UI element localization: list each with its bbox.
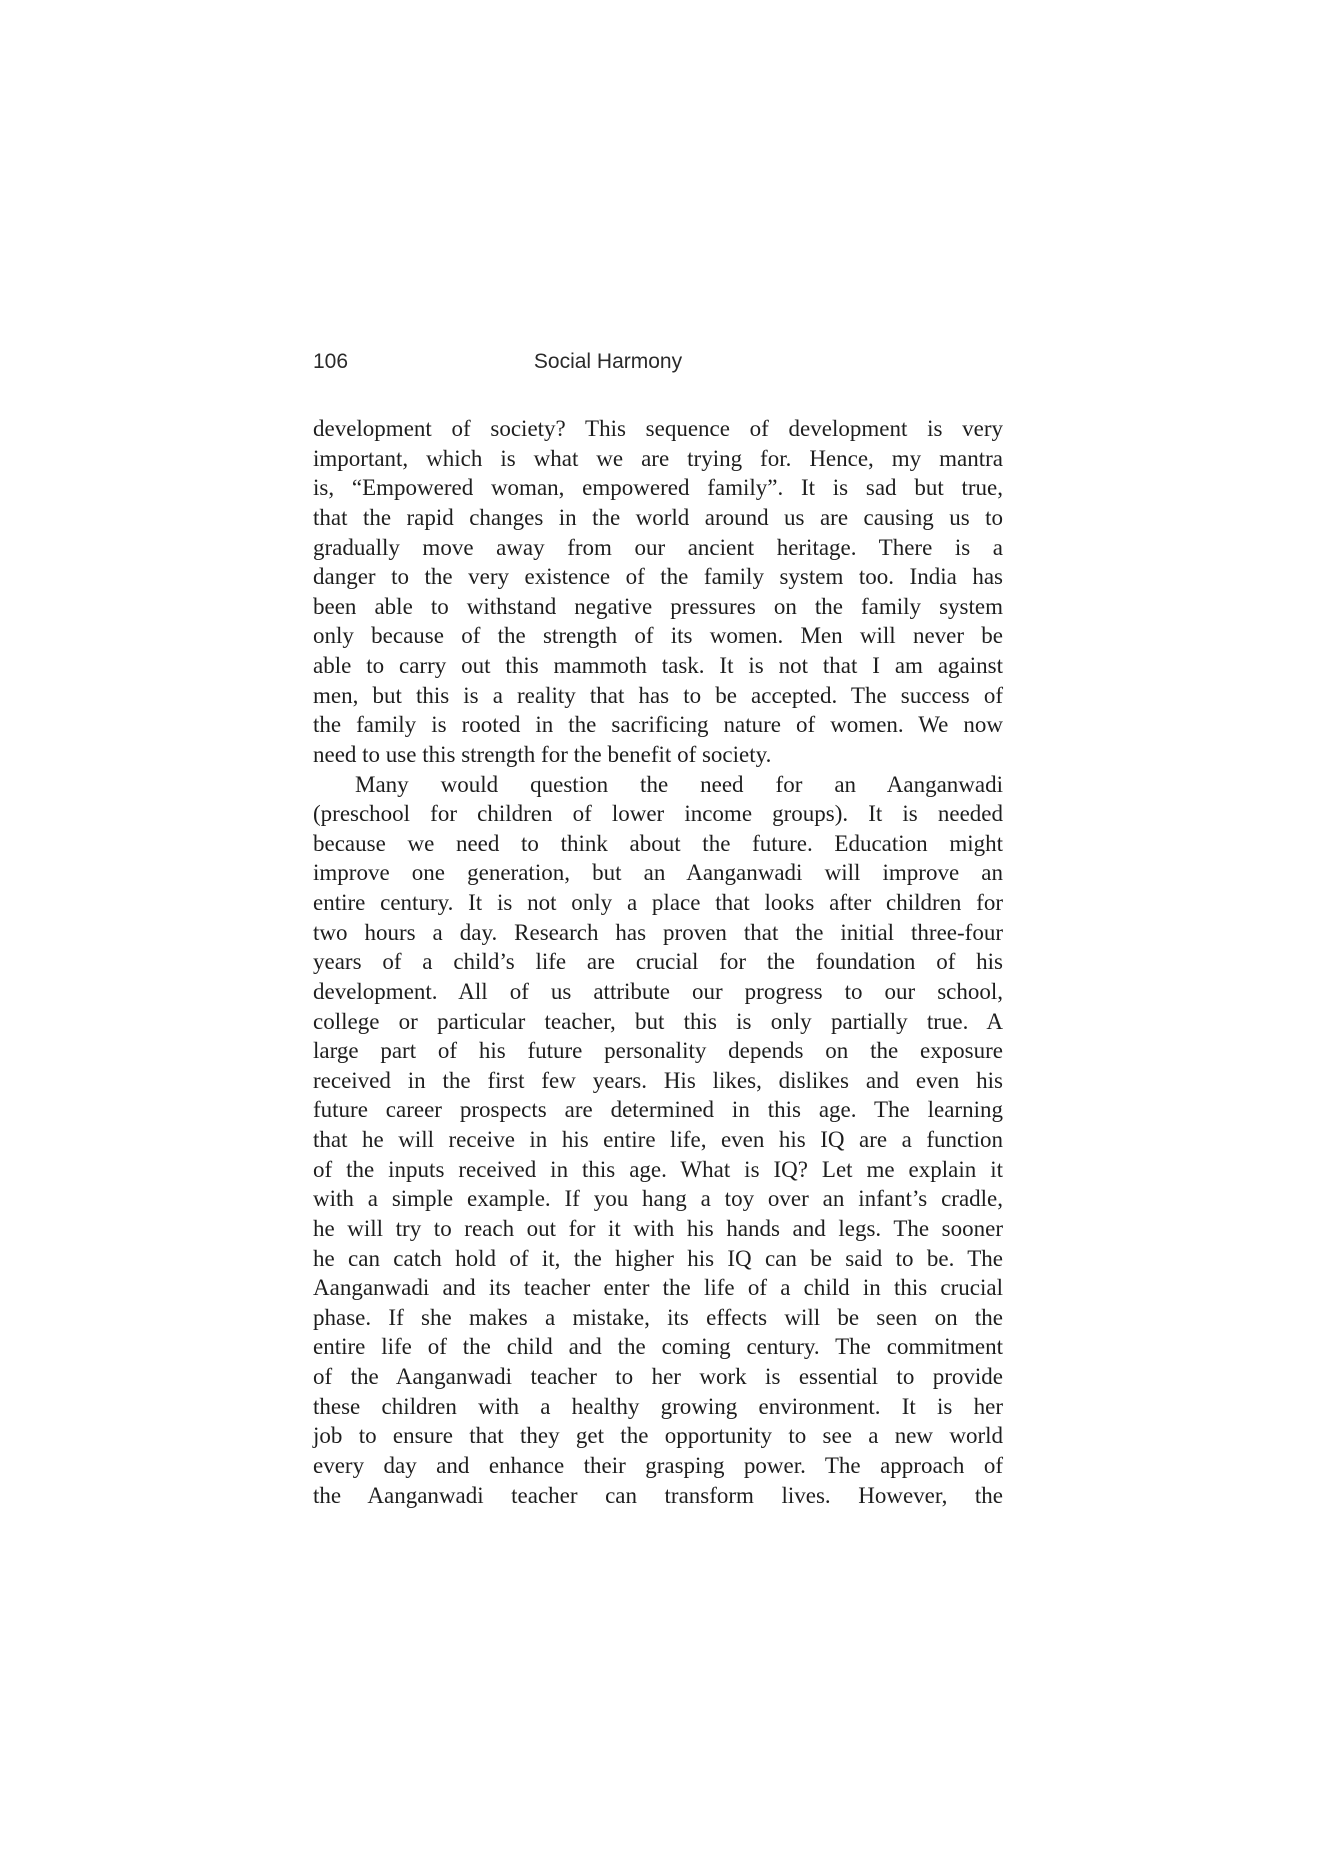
text-line: been able to withstand negative pressures on the family system xyxy=(313,593,1003,619)
text-line: phase. If she makes a mistake, its effects will be seen on the xyxy=(313,1304,1003,1330)
text-line: large part of his future personality depends on the exposure xyxy=(313,1038,1003,1064)
running-title: Social Harmony xyxy=(533,350,683,373)
text-line: need to use this strength for the benefit of society. xyxy=(313,741,772,767)
text-line: able to carry out this mammoth task. It is not that I am against xyxy=(313,653,1003,678)
text-line: college or particular teacher, but this is only partially true. A xyxy=(313,1008,1003,1034)
text-line: two hours a day. Research has proven that the initial three-four xyxy=(313,919,1003,945)
text-line: (preschool for children of lower income groups). It is needed xyxy=(313,801,1003,827)
text-line: only because of the strength of its women. Men will never be xyxy=(313,623,1003,649)
text-line: development. All of us attribute our progress to our school, xyxy=(313,978,1003,1004)
text-line: danger to the very existence of the family system too. India has xyxy=(313,564,1003,590)
text-line: because we need to think about the future. Education might xyxy=(313,830,1003,856)
text-line: entire life of the child and the coming century. The commitment xyxy=(313,1334,1003,1360)
text-line: that he will receive in his entire life, even his IQ are a function xyxy=(313,1127,1003,1152)
text-line: received in the first few years. His likes, dislikes and even his xyxy=(313,1067,1003,1093)
text-line: development of society? This sequence of development is very xyxy=(313,416,1003,441)
page-header xyxy=(313,350,1003,374)
text-line: the Aanganwadi teacher can transform lives. However, the xyxy=(313,1482,1003,1508)
text-line: that the rapid changes in the world around us are causing us to xyxy=(313,504,1003,530)
text-line: he can catch hold of it, the higher his IQ can be said to be. The xyxy=(313,1245,1003,1271)
text-line: these children with a healthy growing environment. It is her xyxy=(313,1393,1003,1419)
text-line: Aanganwadi and its teacher enter the life of a child in this crucial xyxy=(313,1275,1003,1301)
text-line: with a simple example. If you hang a toy over an infant’s cradle, xyxy=(313,1186,1003,1212)
text-line: the family is rooted in the sacrificing nature of women. We now xyxy=(313,712,1003,738)
text-line: years of a child’s life are crucial for the foundation of his xyxy=(313,949,1003,975)
text-line: future career prospects are determined in this age. The learning xyxy=(313,1097,1003,1123)
text-line: men, but this is a reality that has to be accepted. The success of xyxy=(313,682,1003,708)
text-line: of the inputs received in this age. What is IQ? Let me explain it xyxy=(313,1156,1003,1182)
text-line: gradually move away from our ancient heritage. There is a xyxy=(313,534,1003,560)
text-line: every day and enhance their grasping power. The approach of xyxy=(313,1452,1003,1478)
page-number: 106 xyxy=(313,350,349,373)
text-line: he will try to reach out for it with his hands and legs. The sooner xyxy=(313,1215,1003,1241)
text-line: important, which is what we are trying for. Hence, my mantra xyxy=(313,445,1003,471)
text-line: job to ensure that they get the opportunity to see a new world xyxy=(313,1423,1003,1449)
text-line: is, “Empowered woman, empowered family”. It is sad but true, xyxy=(313,475,1003,501)
text-line: entire century. It is not only a place that looks after children for xyxy=(313,890,1003,915)
body-text xyxy=(313,414,1003,1510)
text-line: Many would question the need for an Aanganwadi xyxy=(355,771,1003,797)
text-line: improve one generation, but an Aanganwadi will improve an xyxy=(313,860,1003,886)
text-line: of the Aanganwadi teacher to her work is essential to provide xyxy=(313,1364,1003,1389)
